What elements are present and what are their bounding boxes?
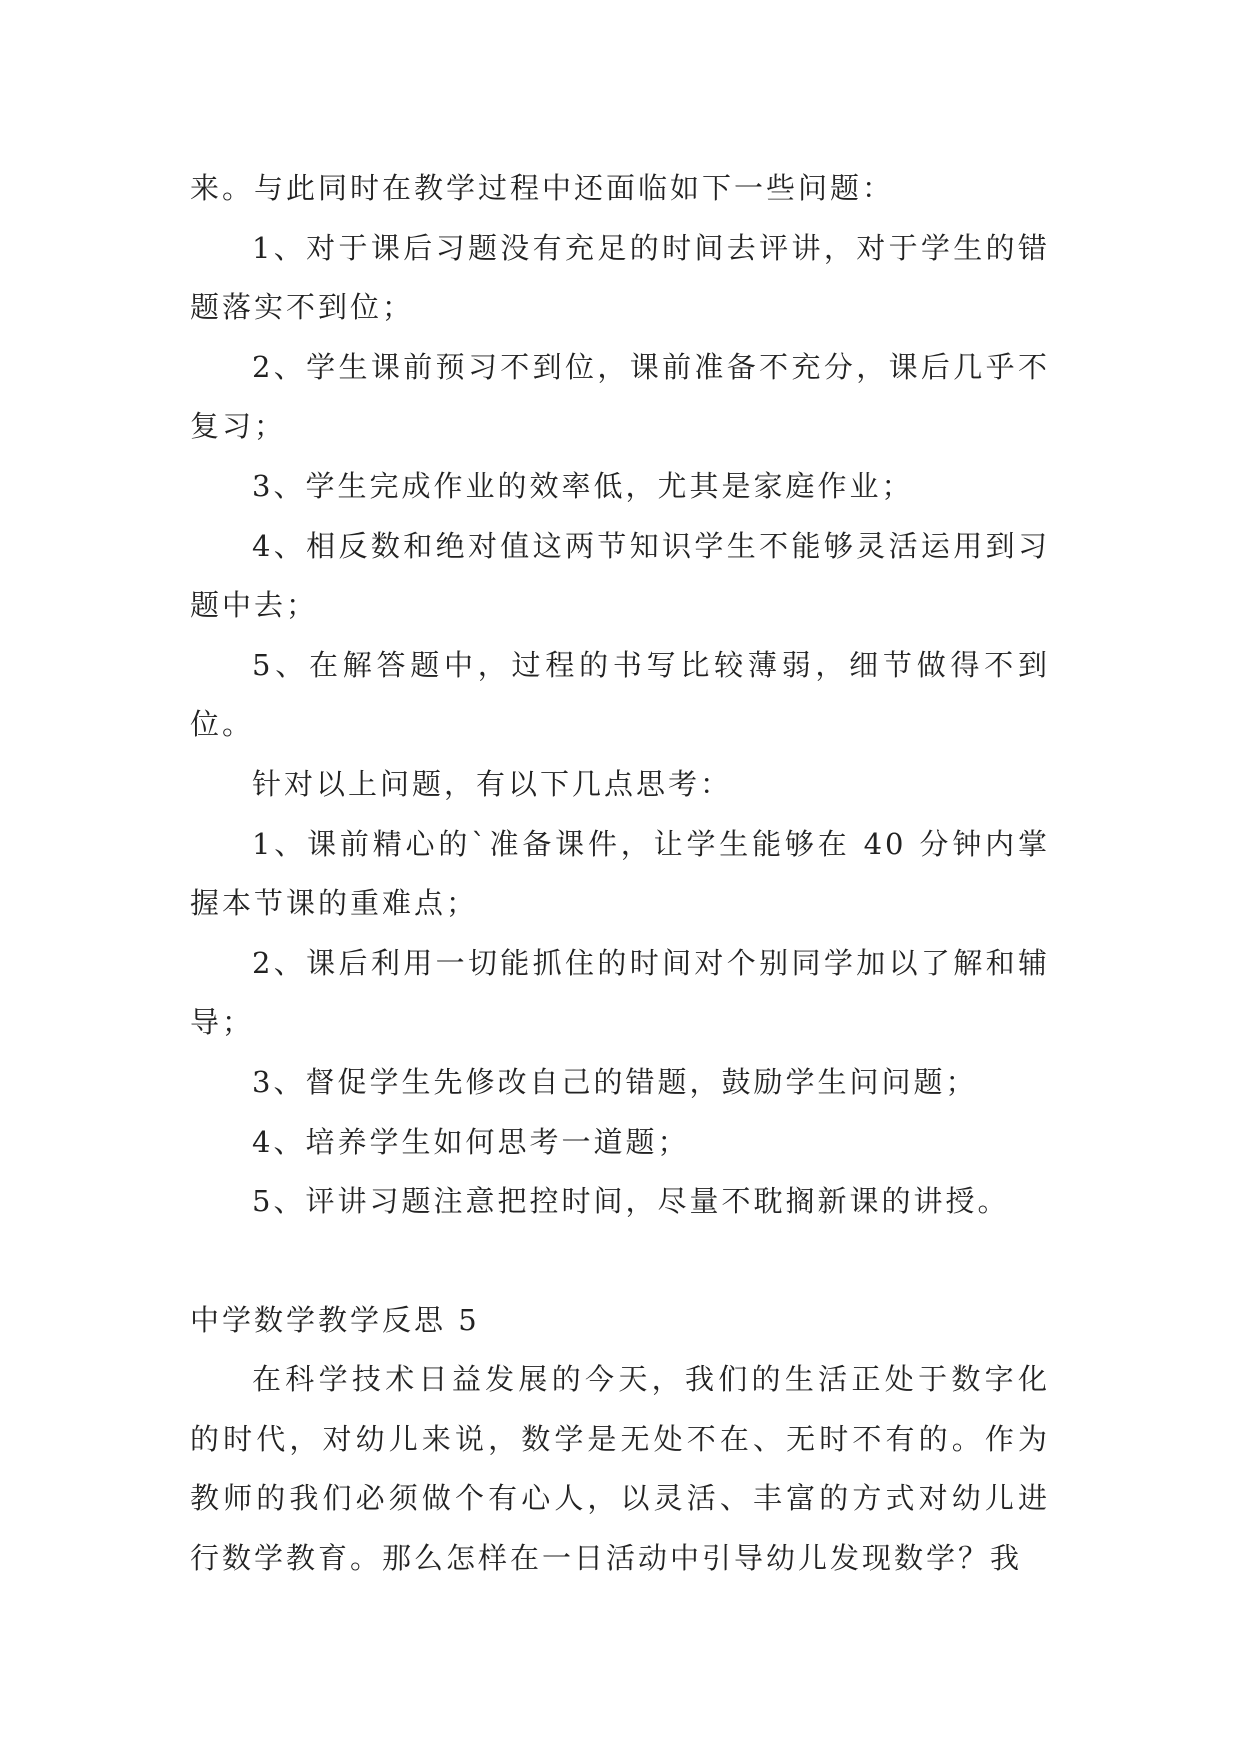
reflection-item-4: 4、培养学生如何思考一道题； bbox=[252, 1124, 690, 1159]
reflection-item-1: 1、课前精心的`准备课件，让学生能够在 40 分钟内掌握本节课的重难点； bbox=[190, 826, 1050, 921]
section-5-paragraph-1: 在科学技术日益发展的今天，我们的生活正处于数字化的时代，对幼儿来说，数学是无处不在、无时不有的。作为教师的我们必须做个有心人，以灵活、丰富的方式对幼儿进行数学教育。那么怎样在一日活动中引导幼儿发现数学？我 bbox=[190, 1362, 1050, 1576]
paragraph-continuation: 来。与此同时在教学过程中还面临如下一些问题： bbox=[190, 171, 895, 205]
problem-item-2: 2、学生课前预习不到位，课前准备不充分，课后几乎不复习； bbox=[190, 349, 1050, 444]
document-body bbox=[190, 159, 1050, 1589]
section-title: 中学数学教学反思 5 bbox=[190, 1302, 480, 1337]
problem-item-1: 1、对于课后习题没有充足的时间去评讲，对于学生的错题落实不到位； bbox=[190, 230, 1050, 325]
reflection-intro: 针对以上问题，有以下几点思考： bbox=[252, 766, 733, 801]
problem-item-3: 3、学生完成作业的效率低，尤其是家庭作业； bbox=[252, 468, 914, 503]
problem-item-5: 5、在解答题中，过程的书写比较薄弱，细节做得不到位。 bbox=[190, 647, 1050, 742]
reflection-item-2: 2、课后利用一切能抓住的时间对个别同学加以了解和辅导； bbox=[190, 945, 1050, 1040]
problem-item-4: 4、相反数和绝对值这两节知识学生不能够灵活运用到习题中去； bbox=[190, 528, 1050, 623]
reflection-item-5: 5、评讲习题注意把控时间，尽量不耽搁新课的讲授。 bbox=[252, 1184, 1010, 1219]
reflection-item-3: 3、督促学生先修改自己的错题，鼓励学生问问题； bbox=[252, 1064, 978, 1099]
